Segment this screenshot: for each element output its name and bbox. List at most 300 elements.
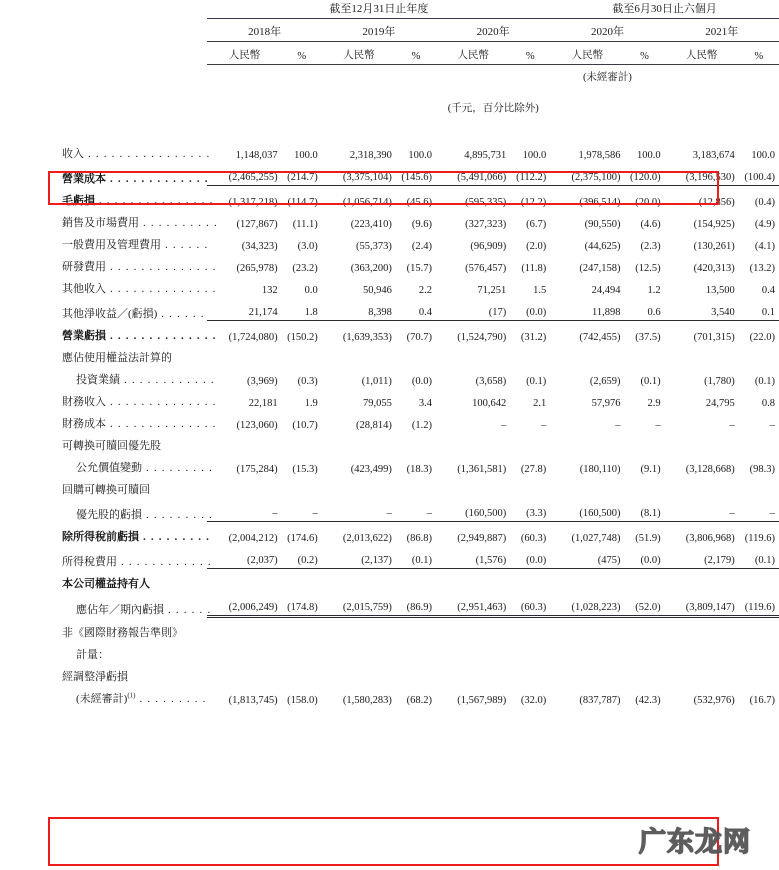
cell-amount: 1,148,037 [235,150,278,161]
table-row [40,640,779,662]
table-row [40,497,779,522]
cell-amount: (1,317,218) [228,197,278,208]
leader-dots: . . . . . . . . . . . . [120,374,215,386]
cell-amount: 79,055 [363,398,392,409]
cell-percent: 0.6 [624,296,664,321]
header-basis-row [40,84,779,125]
cell-amount: (1,724,080) [228,332,278,343]
cell-percent: (0.0) [510,296,550,321]
cell-amount: (420,313) [693,263,735,274]
cell-amount: (160,500) [436,497,510,522]
cell-percent: (0.1) [754,376,775,387]
cell-percent [510,343,550,365]
row-label: 應佔使用權益法計算的 [62,352,172,364]
table-body [40,139,779,706]
leader-dots: . . . . . . . . . . . . . . [106,330,217,342]
cell-amount: (1,056,714) [342,197,392,208]
row-label: 可轉換可贖回優先股 [62,440,161,452]
cell-amount: (34,323) [241,241,278,252]
table-row [40,365,779,387]
cell-percent [396,662,436,684]
cell-percent [624,343,664,365]
cell-amount: 3,540 [665,296,739,321]
header-unit-pct-2020a: % [510,42,550,65]
cell-amount: 50,946 [363,285,392,296]
cell-percent: (119.6) [744,533,775,544]
cell-amount: (327,323) [465,219,507,230]
row-label: 毛虧損 . . . . . . . . . . . . . . . [62,195,214,207]
cell-percent: 100.0 [408,150,433,161]
cell-amount: (423,499) [350,464,392,475]
cell-amount: (17) [436,296,510,321]
cell-percent [396,569,436,592]
table-row [40,296,779,321]
table-row [40,662,779,684]
row-label: 研發費用 . . . . . . . . . . . . . . [62,261,217,273]
row-label: 應佔年／期內虧損 . . . . . . [76,603,212,616]
cell-amount: 3,183,674 [692,150,735,161]
cell-percent: – [739,497,779,522]
cell-amount: 2,318,390 [349,150,392,161]
table-row [40,252,779,274]
cell-amount: 24,494 [591,285,621,296]
cell-amount: (576,457) [465,263,507,274]
cell-percent [624,569,664,592]
cell-amount: (1,011) [361,376,392,387]
cell-percent [510,640,550,662]
cell-amount: (363,200) [350,263,392,274]
leader-dots: . . . . . . . . . . . . [117,555,212,568]
cell-amount [550,431,624,453]
header-basis-blank [40,84,207,125]
cell-percent: (0.0) [411,376,433,387]
cell-amount [550,640,624,662]
cell-amount: (1,580,283) [342,695,392,706]
cell-amount [665,343,739,365]
cell-amount: (2,465,255) [207,161,281,186]
cell-percent: (112.2) [510,161,550,186]
cell-amount: – [207,497,281,522]
cell-amount: (3,806,968) [685,533,735,544]
cell-amount: (1,028,223) [550,591,624,617]
cell-percent: (11.1) [292,219,318,230]
cell-amount [322,431,396,453]
header-year-2018: 2018年 [207,19,321,42]
cell-amount: (90,550) [584,219,621,230]
highlight-box-adjusted-net-loss [48,817,719,866]
cell-percent: (52.0) [624,591,664,617]
cell-percent: (32.0) [520,695,547,706]
cell-percent: (158.0) [287,695,318,706]
cell-amount: – [729,420,735,431]
cell-amount [207,569,281,592]
cell-percent: (31.2) [520,332,547,343]
cell-percent [282,431,322,453]
header-spacer-cell [40,125,779,139]
cell-percent: (20.0) [635,197,661,208]
cell-percent [624,662,664,684]
cell-percent: 1.5 [533,285,547,296]
row-label: (未經審計)$^{(1)}$ . . . . . . . . . [76,691,207,705]
cell-percent: (0.1) [526,376,547,387]
cell-amount: (701,315) [693,332,735,343]
cell-percent: (150.2) [287,332,318,343]
header-year-2021-interim: 2021年 [665,19,779,42]
leader-dots: . . . . . . . . . [135,693,207,705]
table-row [40,431,779,453]
cell-amount: (2,179) [665,544,739,569]
table-row [40,343,779,365]
cell-percent: 2.1 [533,398,547,409]
cell-amount [322,662,396,684]
cell-amount [550,617,624,641]
row-label: 所得稅費用 . . . . . . . . . . . . [62,555,212,568]
cell-amount [436,343,510,365]
cell-percent [624,617,664,641]
leader-dots: . . . . . . . . . . . . . . . [95,195,214,207]
cell-percent: 2.9 [647,398,661,409]
cell-percent: (3.0) [297,241,318,252]
cell-amount: (3,809,147) [665,591,739,617]
cell-percent: (13.2) [749,263,775,274]
cell-amount: – [500,420,507,431]
cell-percent: (2.4) [411,241,433,252]
table-row [40,475,779,497]
header-unit-pct-2020i: % [624,42,664,65]
cell-amount: (1,639,353) [342,332,392,343]
cell-percent: (86.9) [396,591,436,617]
cell-amount [207,343,281,365]
row-label: 公允價值變動 . . . . . . . . . [76,462,214,474]
cell-amount [322,475,396,497]
leader-dots: . . . . . . . . . . . . . . [106,396,217,408]
cell-amount: (2,013,622) [342,533,392,544]
cell-percent: (98.3) [749,464,775,475]
cell-amount: (1,813,745) [228,695,278,706]
cell-amount: 24,795 [705,398,735,409]
table-row [40,274,779,296]
cell-amount: (532,976) [693,695,735,706]
table-row [40,186,779,209]
cell-amount: – [665,497,739,522]
leader-dots: . . . . . . [164,603,212,616]
row-label: 經調整淨虧損 [62,671,128,683]
header-unit-rmb-2021i: 人民幣 [665,42,739,65]
cell-amount: (123,060) [236,420,278,431]
footnote-marker: (1) [127,691,136,700]
row-label: 計量： [76,649,109,661]
cell-amount: (96,909) [470,241,507,252]
header-unaudited-note: (未經審計) [582,72,632,83]
cell-percent: (114.7) [287,197,318,208]
cell-amount: 13,500 [705,285,735,296]
header-year-2020-annual: 2020年 [436,19,550,42]
cell-percent: (60.3) [510,591,550,617]
leader-dots: . . . . . . . . . . [139,217,218,229]
cell-percent: (12.5) [635,263,661,274]
row-label: 本公司權益持有人 [62,578,150,590]
row-label: 非《國際財務報告準則》 [62,627,183,639]
cell-amount: 100,642 [472,398,507,409]
cell-amount [550,475,624,497]
cell-percent: 3.4 [418,398,433,409]
cell-percent: (4.1) [754,241,775,252]
row-label: 其他淨收益／(虧損) . . . . . . [62,307,205,320]
cell-percent: (68.2) [406,695,433,706]
cell-percent: (51.9) [635,533,661,544]
cell-amount [550,569,624,592]
cell-percent: – [396,497,436,522]
leader-dots: . . . . . . . . . . . . . . [106,283,217,295]
header-unit-rmb-2019: 人民幣 [322,42,396,65]
cell-percent [510,431,550,453]
cell-amount: (595,335) [465,197,507,208]
cell-amount: (2,037) [207,544,281,569]
cell-percent [282,640,322,662]
cell-amount [322,640,396,662]
cell-percent [739,343,779,365]
header-year-blank [40,19,207,42]
row-label: 財務成本 . . . . . . . . . . . . . . [62,418,217,430]
cell-percent: 100.0 [751,150,775,161]
cell-percent: (45.6) [406,197,433,208]
cell-percent: (120.0) [624,161,664,186]
header-year-row [40,19,779,42]
cell-amount: (160,500) [550,497,624,522]
row-label: 收入 . . . . . . . . . . . . . . . . [62,148,211,160]
row-label: 除所得稅前虧損 . . . . . . . . . [62,531,211,543]
cell-amount: 22,181 [248,398,278,409]
cell-percent: (86.8) [406,533,433,544]
cell-percent: (27.8) [520,464,547,475]
cell-amount: (55,373) [356,241,392,252]
cell-percent [282,343,322,365]
cell-amount: 71,251 [477,285,507,296]
cell-percent: (10.7) [292,420,318,431]
cell-amount: (2,949,887) [457,533,507,544]
cell-percent: 1.2 [647,285,661,296]
cell-amount: (3,969) [247,376,278,387]
cell-percent: 1.9 [304,398,318,409]
cell-amount [665,617,739,641]
cell-percent: (9.6) [411,219,433,230]
cell-amount: (1,780) [704,376,735,387]
cell-percent: (0.0) [510,544,550,569]
cell-percent: (0.0) [624,544,664,569]
cell-amount: (3,658) [475,376,507,387]
table-row [40,387,779,409]
cell-percent: – [655,420,661,431]
row-label: 營業虧損 . . . . . . . . . . . . . . [62,330,217,342]
header-year-2019: 2019年 [322,19,436,42]
cell-percent [282,475,322,497]
cell-percent: (4.6) [640,219,661,230]
cell-percent: (42.3) [635,695,661,706]
cell-amount: 57,976 [591,398,621,409]
cell-percent: (4.9) [754,219,775,230]
header-group-interim: 截至6月30日止六個月 [550,0,779,19]
cell-amount: 4,895,731 [464,150,507,161]
cell-amount: 8,398 [322,296,396,321]
financial-table [40,0,779,706]
cell-amount [322,617,396,641]
table-row [40,522,779,545]
cell-amount: (44,625) [584,241,621,252]
cell-percent: (22.0) [749,332,775,343]
cell-percent: 100.0 [636,150,661,161]
cell-percent: 0.8 [761,398,775,409]
cell-percent [624,640,664,662]
cell-percent: (12.2) [520,197,547,208]
table-row [40,617,779,641]
cell-amount: (1,524,790) [457,332,507,343]
cell-percent: (1.2) [411,420,433,431]
table-row [40,409,779,431]
cell-percent [739,662,779,684]
table-row [40,139,779,161]
header-unit-pct-2018: % [282,42,322,65]
cell-percent [739,617,779,641]
cell-percent: (2.3) [640,241,661,252]
leader-dots: . . . . . . . . . . . . . [106,172,209,185]
cell-percent: (2.0) [526,241,547,252]
header-unit-blank [40,42,207,65]
cell-amount: (154,925) [693,219,735,230]
cell-amount [322,343,396,365]
cell-percent: 2.2 [418,285,433,296]
cell-percent: (0.1) [739,544,779,569]
table-row [40,161,779,186]
cell-percent [510,662,550,684]
cell-percent [396,475,436,497]
cell-amount [550,662,624,684]
cell-percent: (3.3) [510,497,550,522]
table-row [40,230,779,252]
cell-amount: (2,137) [322,544,396,569]
header-basis-note: (千元，百分比除外) [447,103,539,114]
cell-amount: (28,814) [356,420,392,431]
table-row [40,591,779,617]
row-label: 投資業績 . . . . . . . . . . . . [76,374,215,386]
cell-percent: (0.2) [282,544,322,569]
cell-percent: 100.0 [294,150,318,161]
cell-amount: (1,027,748) [571,533,621,544]
cell-amount: (265,978) [236,263,278,274]
cell-amount: (2,015,759) [322,591,396,617]
cell-amount: (175,284) [236,464,278,475]
cell-amount: (2,659) [589,376,621,387]
cell-amount: (3,375,104) [322,161,396,186]
cell-amount: (247,158) [579,263,621,274]
header-unit-rmb-2020a: 人民幣 [436,42,510,65]
cell-amount: (3,196,530) [665,161,739,186]
cell-percent [282,617,322,641]
table-row [40,544,779,569]
cell-percent: – [769,420,775,431]
cell-percent: 0.4 [761,285,775,296]
cell-amount [665,475,739,497]
cell-amount [207,475,281,497]
cell-amount [665,640,739,662]
row-label: 其他收入 . . . . . . . . . . . . . . [62,283,217,295]
cell-percent: (214.7) [282,161,322,186]
header-spacer-row [40,125,779,139]
leader-dots: . . . . . . [157,307,205,320]
cell-percent [739,569,779,592]
cell-amount [436,640,510,662]
cell-percent [396,431,436,453]
cell-percent [510,475,550,497]
cell-amount: (475) [550,544,624,569]
leader-dots: . . . . . . [161,239,209,251]
cell-percent: (8.1) [624,497,664,522]
header-unit-rmb-2018: 人民幣 [207,42,281,65]
cell-percent: (100.4) [739,161,779,186]
leader-dots: . . . . . . . . . [142,462,214,474]
cell-amount: (2,004,212) [228,533,278,544]
cell-percent [282,569,322,592]
table-row [40,684,779,706]
cell-amount [665,569,739,592]
cell-amount: (223,410) [350,219,392,230]
cell-percent [739,640,779,662]
cell-percent: (0.1) [396,544,436,569]
cell-percent: (37.5) [635,332,661,343]
cell-amount [207,431,281,453]
cell-amount [207,617,281,641]
row-label: 財務收入 . . . . . . . . . . . . . . [62,396,217,408]
header-year-2020-interim: 2020年 [550,19,664,42]
leader-dots: . . . . . . . . . [142,508,214,521]
cell-amount: (12,856) [698,197,735,208]
cell-percent: (15.7) [406,263,433,274]
cell-amount [436,662,510,684]
header-group-row [40,0,779,19]
cell-amount [207,640,281,662]
leader-dots: . . . . . . . . . . . . . . . . [84,148,211,160]
cell-amount: 11,898 [550,296,624,321]
cell-amount [322,569,396,592]
cell-amount: (1,361,581) [457,464,507,475]
row-label: 回購可轉換可贖回 [62,484,150,496]
cell-percent: (0.4) [754,197,775,208]
cell-amount: (180,110) [579,464,621,475]
leader-dots: . . . . . . . . . . . . . . [106,261,217,273]
cell-amount: (127,867) [236,219,278,230]
cell-percent: (0.1) [640,376,661,387]
cell-amount [550,343,624,365]
cell-percent: (6.7) [526,219,547,230]
cell-amount [207,662,281,684]
cell-amount [436,569,510,592]
header-group-annual: 截至12月31日止年度 [207,0,550,19]
cell-percent: (11.8) [521,263,547,274]
row-label: 銷售及市場費用 . . . . . . . . . . [62,217,218,229]
cell-percent: 100.0 [522,150,547,161]
cell-percent [396,640,436,662]
cell-amount: – [615,420,621,431]
cell-percent: (119.6) [739,591,779,617]
cell-percent: (70.7) [406,332,433,343]
cell-percent: – [282,497,322,522]
cell-percent: 0.4 [396,296,436,321]
cell-percent: 0.0 [304,285,318,296]
cell-amount: 132 [261,285,278,296]
header-unit-rmb-2020i: 人民幣 [550,42,624,65]
row-label: 營業成本 . . . . . . . . . . . . . [62,172,209,185]
cell-amount: 21,174 [207,296,281,321]
cell-amount: (837,787) [579,695,621,706]
